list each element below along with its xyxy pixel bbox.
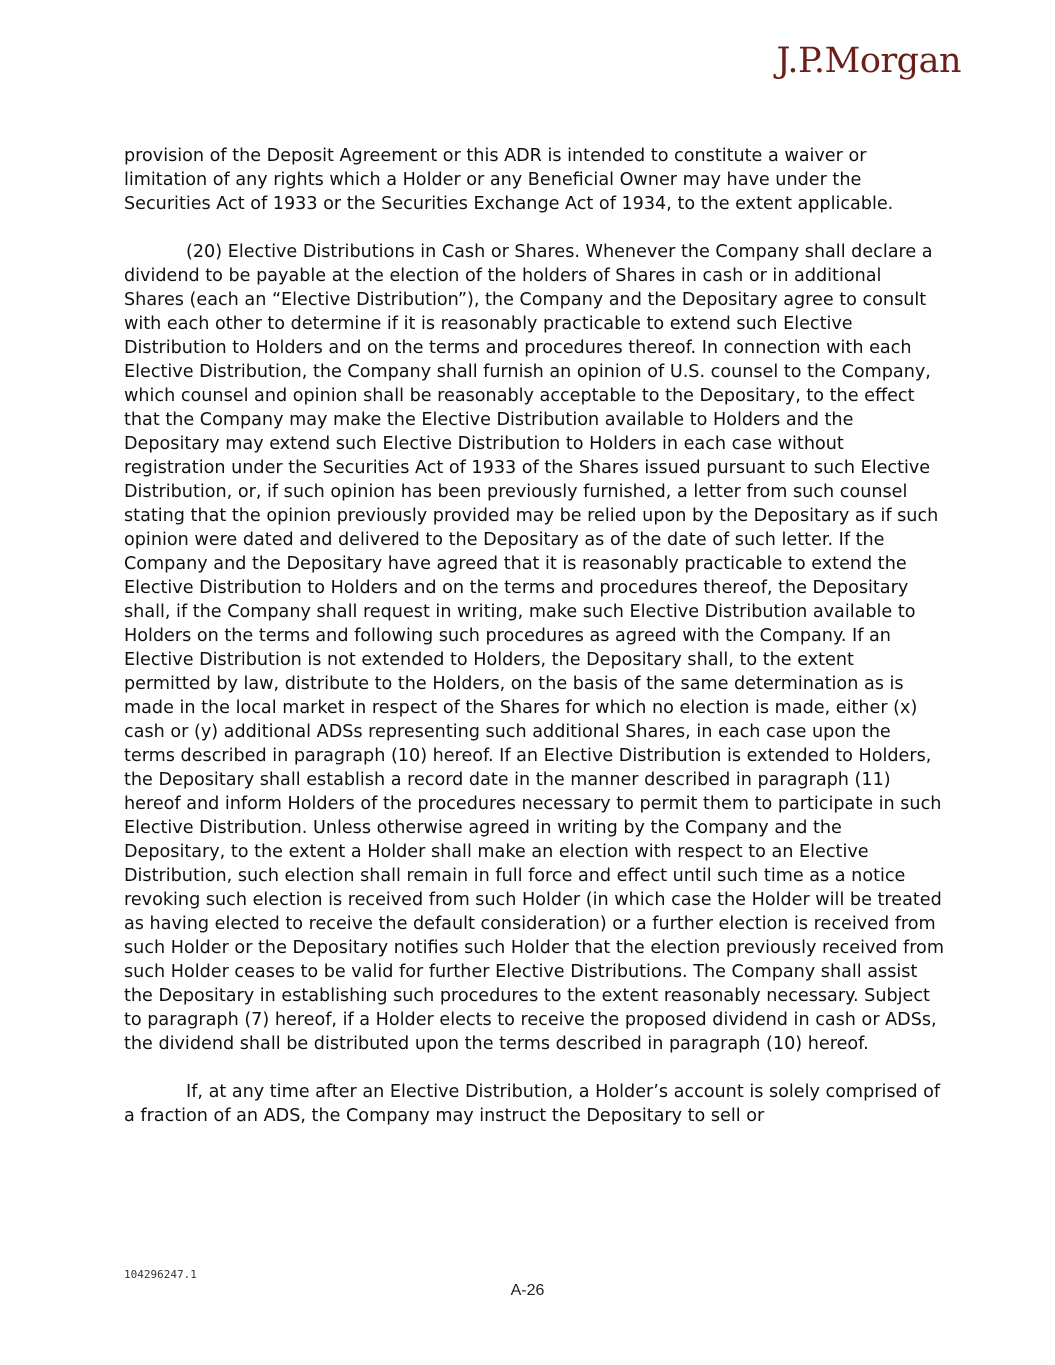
document-body: [124, 144, 944, 1128]
paragraph-continuation: provision of the Deposit Agreement or this ADR is intended to constitute a waiver or limitation of any rights which a Holder or any Beneficial Owner may have under the Securities Act of 1933 or the Securities Exchange Act of 1934, to the extent applicable.: [124, 146, 894, 214]
page-number: A-26: [510, 1282, 545, 1299]
paragraph-fraction-of-ads: If, at any time after an Elective Distribution, a Holder’s account is solely comprised of a fraction of an ADS, the Company may instruct the Depositary to sell or: [124, 1082, 941, 1126]
paragraph-20-elective-distributions: (20) Elective Distributions in Cash or Shares. Whenever the Company shall declare a dividend to be payable at the election of the holders of Shares in cash or in additional Shares (each an “Elective Distribution”), the Company and the Depositary agree to consult with each other to determine if it is reasonably practicable to extend such Elective Distribution to Holders and on the terms and procedures thereof. In connection with each Elective Distribution, the Company shall furnish an opinion of U.S. counsel to the Company, which counsel and opinion shall be reasonably acceptable to the Depositary, to the effect that the Company may make the Elective Distribution available to Holders and the Depositary may extend such Elective Distribution to Holders in each case without registration under the Securities Act of 1933 of the Shares issued pursuant to such Elective Distribution, or, if such opinion has been previously furnished, a letter from such counsel stating that the opinion previously provided may be relied upon by the Depositary as if such opinion were dated and delivered to the Depositary as of the date of such letter. If the Company and the Depositary have agreed that it is reasonably practicable to extend the Elective Distribution to Holders and on the terms and procedures thereof, the Depositary shall, if the Company shall request in writing, make such Elective Distribution available to Holders on the terms and following such procedures as agreed with the Company. If an Elective Distribution is not extended to Holders, the Depositary shall, to the extent permitted by law, distribute to the Holders, on the basis of the same determination as is made in the local market in respect of the Shares for which no election is made, either (x) cash or (y) additional ADSs representing such additional Shares, in each case upon the terms described in paragraph (10) hereof. If an Elective Distribution is extended to Holders, the Depositary shall establish a record date in the manner described in paragraph (11) hereof and inform Holders of the procedures necessary to permit them to participate in such Elective Distribution. Unless otherwise agreed in writing by the Company and the Depositary, to the extent a Holder shall make an election with respect to an Elective Distribution, such election shall remain in full force and effect until such time as a notice revoking such election is received from such Holder (in which case the Holder will be treated as having elected to receive the default consideration) or a further election is received from such Holder or the Depositary notifies such Holder that the election previously received from such Holder ceases to be valid for further Elective Distributions. The Company shall assist the Depositary in establishing such procedures to the extent reasonably necessary. Subject to paragraph (7) hereof, if a Holder elects to receive the proposed dividend in cash or ADSs, the dividend shall be distributed upon the terms described in paragraph (10) hereof.: [124, 242, 944, 1054]
document-id: 104296247.1: [124, 1268, 197, 1281]
jpmorgan-logo: J.P.Morgan: [776, 41, 961, 81]
